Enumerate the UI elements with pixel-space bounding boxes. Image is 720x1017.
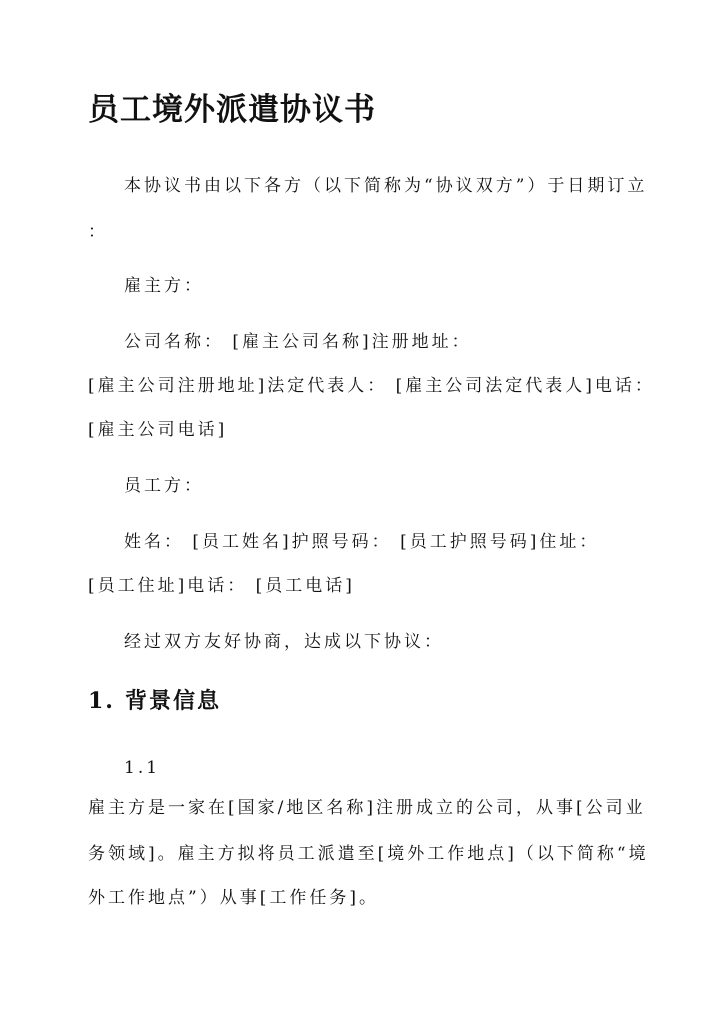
- employee-line-1: 姓名： [员工姓名]护照号码： [员工护照号码]住址：: [124, 532, 600, 552]
- section-number: 1.: [88, 688, 115, 714]
- agreement-line: 经过双方友好协商，达成以下协议：: [124, 632, 444, 652]
- employer-heading: 雇主方：: [124, 276, 204, 296]
- clause-line-3: 外工作地点”）从事[工作任务]。: [88, 888, 379, 908]
- section-heading: [88, 684, 221, 715]
- section-title: 背景信息: [124, 688, 221, 714]
- clause-line-2: 务领域]。雇主方拟将员工派遣至[境外工作地点]（以下简称“境: [88, 844, 649, 864]
- employee-line-2: [员工住址]电话： [员工电话]: [88, 576, 355, 596]
- intro-line-2: ：: [88, 222, 108, 242]
- clause-line-1: 雇主方是一家在[国家/地区名称]注册成立的公司，从事[公司业: [88, 798, 646, 818]
- employee-heading: 员工方：: [124, 476, 204, 496]
- intro-line-1: 本协议书由以下各方（以下简称为“协议双方”）于日期订立: [124, 176, 648, 196]
- employer-line-3: [雇主公司电话]: [88, 420, 228, 440]
- employer-line-1: 公司名称： [雇主公司名称]注册地址：: [124, 332, 472, 352]
- document-title: 员工境外派遣协议书: [88, 92, 376, 128]
- clause-number: 1.1: [124, 758, 161, 778]
- employer-line-2: [雇主公司注册地址]法定代表人： [雇主公司法定代表人]电话：: [88, 376, 655, 396]
